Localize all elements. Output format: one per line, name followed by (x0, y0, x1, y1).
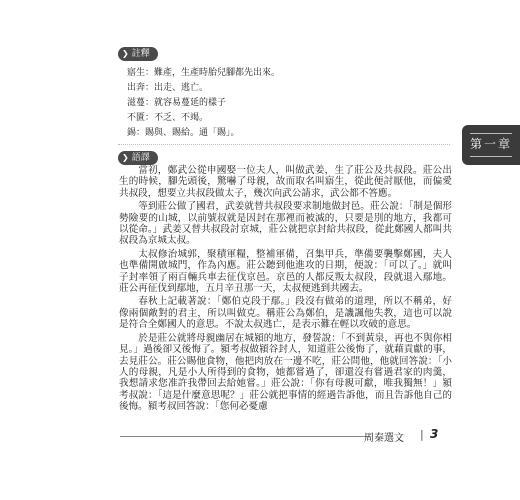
paragraph: 太叔修治城郭，聚積軍糧，整補軍備，召集甲兵，準備要襲擊鄭國，夫人也準備開啟城門，作為內應。莊公聽到他進攻的日期，便說：「可以了。」就叫子封率領了兩百輛兵車去征伐京邑。京邑的人都反叛太叔段，段就退入鄢地。莊公再征伐到鄢地，五月辛丑那一天，太叔便逃到共國去。 (119, 248, 452, 295)
footer-separator: | (420, 428, 424, 441)
page-footer (0, 427, 520, 447)
chapter-tab-label: 第一章 (469, 137, 512, 151)
chevron-right-icon: ❯ (122, 49, 129, 58)
annotation-label: 註釋 (131, 49, 150, 59)
page-number: 3 (430, 427, 439, 441)
translation-label: 語譯 (131, 153, 150, 163)
book-title: 周秦選文 (364, 433, 404, 444)
note-item: 出奔：出走、逃亡。 (127, 83, 209, 93)
chevron-right-icon: ❯ (122, 153, 129, 162)
translation-section-tag (118, 151, 158, 165)
annotation-section-tag (118, 47, 158, 61)
note-item: 錫：賜與、賜給。通「賜」。 (127, 128, 240, 138)
paragraph: 春秋上記載著說：「鄭伯克段于鄢。」段沒有做弟的道理，所以不稱弟，好像兩個敵對的君主，所以叫做克。稱莊公為鄭伯，是譏諷他失教，這也可以說是符合全鄭國人的意思。不說太叔逃亡，是表示難在輕以攻破的意思。 (119, 296, 452, 331)
chapter-tab-rule-top (470, 133, 512, 134)
note-item: 不匱：不乏、不竭。 (127, 113, 209, 123)
section-divider (118, 144, 450, 145)
notes-list (127, 66, 427, 141)
paragraph: 於是莊公就將母親幽居在城潁的地方，發誓說：「不到黃泉，再也不與你相見。」過後卻又後悔了。潁考叔做潁谷封人，知道莊公後悔了，就藉貢獻的事，去見莊公。莊公賜他食物，他把肉放在一邊不吃，莊公問他，他就回答說：「小人的母親，凡是小人所得到的食物，她都嘗過了，卻還沒有嘗過君家的肉羹，我想請求您准許我帶回去給她嘗。」莊公說：「你有母親可獻，唯我獨無！」潁考叔說：「這是什麼意思呢？」莊公就把事情的經過告訴他，而且告訴他自己的後悔。潁考叔回答說：「您何必憂慮 (119, 332, 452, 413)
chapter-tab-rule-bottom (470, 156, 512, 157)
footer-rule (120, 436, 370, 437)
paragraph: 當初，鄭武公從申國娶一位夫人，叫做武姜，生了莊公及共叔段。莊公出生的時候，腳先頭後，驚嚇了母親，故而取名叫寤生，從此便討厭他，而偏愛共叔段，想要立共叔段做太子，幾次向武公請求，武公都不答應。 (119, 165, 452, 199)
translation-body (119, 165, 452, 415)
paragraph: 等到莊公做了國君，武姜就替共叔段要求制地做封邑。莊公說：「制是個形勢險要的山城，以前號叔就是因封在那裡而被滅的，只要是別的地方，我都可以從命。」武姜又替共叔段討京城，莊公就把京封給共叔段，從此鄭國人都叫共叔段為京城太叔。 (119, 201, 452, 247)
note-item: 滋蔓：就容易蔓延的樣子 (127, 98, 227, 108)
chapter-tab (462, 125, 520, 165)
note-item: 寤生：難產，生產時胎兒腳都先出來。 (127, 68, 281, 78)
